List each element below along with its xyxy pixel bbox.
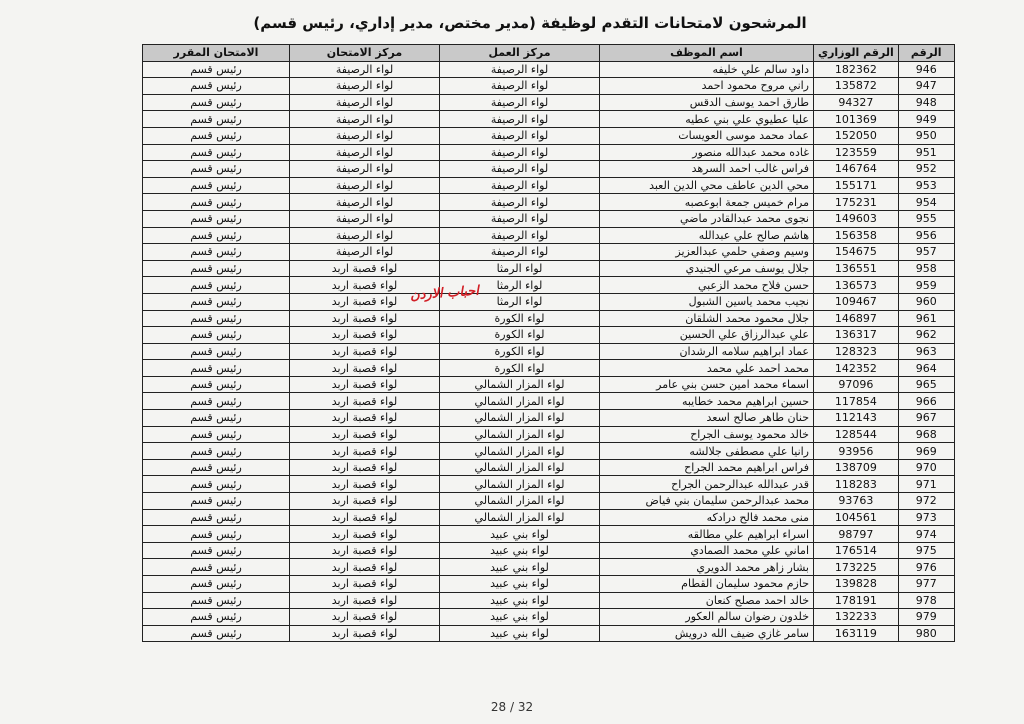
table-row	[143, 343, 955, 360]
exam-center-cell: لواء قصبة اربد	[290, 542, 440, 559]
exam-center-cell: لواء الرصيفة	[290, 194, 440, 211]
scheduled-exam-cell: رئيس قسم	[143, 94, 290, 111]
ministry-id-cell: 149603	[814, 210, 899, 227]
exam-center-cell: لواء قصبة اربد	[290, 576, 440, 593]
candidates-table	[142, 44, 955, 642]
table-row	[143, 426, 955, 443]
row-number-cell: 961	[898, 310, 954, 327]
employee-name-cell: جلال يوسف مرعي الجنيدي	[600, 260, 814, 277]
work-center-cell: لواء المزار الشمالي	[440, 459, 600, 476]
scheduled-exam-cell: رئيس قسم	[143, 410, 290, 427]
table-row	[143, 609, 955, 626]
table-row	[143, 194, 955, 211]
work-center-cell: لواء بني عبيد	[440, 592, 600, 609]
scheduled-exam-cell: رئيس قسم	[143, 61, 290, 78]
ministry-id-cell: 136573	[814, 277, 899, 294]
row-number-cell: 970	[898, 459, 954, 476]
table-row	[143, 376, 955, 393]
exam-center-cell: لواء قصبة اربد	[290, 493, 440, 510]
scheduled-exam-cell: رئيس قسم	[143, 343, 290, 360]
work-center-cell: لواء الرصيفة	[440, 244, 600, 261]
table-row	[143, 526, 955, 543]
scheduled-exam-cell: رئيس قسم	[143, 426, 290, 443]
scheduled-exam-cell: رئيس قسم	[143, 244, 290, 261]
employee-name-cell: فراس ابراهيم محمد الجراح	[600, 459, 814, 476]
exam-center-cell: لواء الرصيفة	[290, 144, 440, 161]
table-row	[143, 260, 955, 277]
employee-name-cell: هاشم صالح علي عبدالله	[600, 227, 814, 244]
ministry-id-cell: 123559	[814, 144, 899, 161]
exam-center-cell: لواء قصبة اربد	[290, 376, 440, 393]
row-number-cell: 969	[898, 443, 954, 460]
work-center-cell: لواء الرصيفة	[440, 161, 600, 178]
row-number-cell: 977	[898, 576, 954, 593]
ministry-id-cell: 104561	[814, 509, 899, 526]
ministry-id-cell: 152050	[814, 127, 899, 144]
employee-name-cell: نجيب محمد ياسين الشبول	[600, 293, 814, 310]
table-row	[143, 111, 955, 128]
table-row	[143, 61, 955, 78]
scheduled-exam-cell: رئيس قسم	[143, 144, 290, 161]
row-number-cell: 974	[898, 526, 954, 543]
row-number-cell: 949	[898, 111, 954, 128]
ministry-id-cell: 154675	[814, 244, 899, 261]
exam-center-cell: لواء الرصيفة	[290, 127, 440, 144]
table-row	[143, 625, 955, 642]
ministry-id-cell: 93956	[814, 443, 899, 460]
ministry-id-cell: 146897	[814, 310, 899, 327]
row-number-cell: 964	[898, 360, 954, 377]
ministry-id-cell: 101369	[814, 111, 899, 128]
exam-center-cell: لواء قصبة اربد	[290, 260, 440, 277]
exam-center-cell: لواء الرصيفة	[290, 61, 440, 78]
exam-center-cell: لواء الرصيفة	[290, 111, 440, 128]
page-title: المرشحون لامتحانات التقدم لوظيفة (مدير مختص، مدير إداري، رئيس قسم)	[253, 14, 807, 32]
scheduled-exam-cell: رئيس قسم	[143, 161, 290, 178]
table-row	[143, 227, 955, 244]
table-header-row	[143, 45, 955, 62]
exam-center-cell: لواء قصبة اربد	[290, 476, 440, 493]
row-number-cell: 959	[898, 277, 954, 294]
exam-center-cell: لواء قصبة اربد	[290, 459, 440, 476]
work-center-cell: لواء الرمثا	[440, 293, 600, 310]
employee-name-cell: علي عبدالرزاق علي الحسين	[600, 327, 814, 344]
employee-name-cell: غاده محمد عبدالله منصور	[600, 144, 814, 161]
table-row	[143, 327, 955, 344]
table-row	[143, 443, 955, 460]
table-row	[143, 277, 955, 294]
table-row	[143, 144, 955, 161]
exam-center-cell: لواء قصبة اربد	[290, 343, 440, 360]
scheduled-exam-cell: رئيس قسم	[143, 592, 290, 609]
row-number-cell: 948	[898, 94, 954, 111]
row-number-cell: 980	[898, 625, 954, 642]
row-number-cell: 960	[898, 293, 954, 310]
work-center-cell: لواء الرصيفة	[440, 61, 600, 78]
employee-name-cell: منى محمد فالح درادكه	[600, 509, 814, 526]
scheduled-exam-cell: رئيس قسم	[143, 542, 290, 559]
employee-name-cell: خلدون رضوان سالم العكور	[600, 609, 814, 626]
employee-name-cell: محمد عبدالرحمن سليمان بني فياض	[600, 493, 814, 510]
table-row	[143, 127, 955, 144]
work-center-cell: لواء المزار الشمالي	[440, 393, 600, 410]
table-row	[143, 177, 955, 194]
work-center-cell: لواء الرصيفة	[440, 111, 600, 128]
employee-name-cell: بشار زاهر محمد الدويري	[600, 559, 814, 576]
ministry-id-cell: 128544	[814, 426, 899, 443]
work-center-cell: لواء الكورة	[440, 310, 600, 327]
table-row	[143, 509, 955, 526]
row-number-cell: 971	[898, 476, 954, 493]
table-row	[143, 210, 955, 227]
employee-name-cell: عليا عطيوي علي بني عطيه	[600, 111, 814, 128]
scheduled-exam-cell: رئيس قسم	[143, 526, 290, 543]
ministry-id-cell: 132233	[814, 609, 899, 626]
table-row	[143, 94, 955, 111]
ministry-id-cell: 98797	[814, 526, 899, 543]
scheduled-exam-cell: رئيس قسم	[143, 177, 290, 194]
exam-center-cell: لواء قصبة اربد	[290, 277, 440, 294]
table-row	[143, 393, 955, 410]
work-center-cell: لواء الكورة	[440, 327, 600, 344]
exam-center-cell: لواء قصبة اربد	[290, 360, 440, 377]
row-number-cell: 979	[898, 609, 954, 626]
scheduled-exam-cell: رئيس قسم	[143, 277, 290, 294]
ministry-id-cell: 128323	[814, 343, 899, 360]
employee-name-cell: اسماء محمد امين حسن بني عامر	[600, 376, 814, 393]
table-row	[143, 592, 955, 609]
exam-center-cell: لواء الرصيفة	[290, 94, 440, 111]
work-center-cell: لواء بني عبيد	[440, 526, 600, 543]
ministry-id-cell: 173225	[814, 559, 899, 576]
row-number-cell: 951	[898, 144, 954, 161]
work-center-cell: لواء الرصيفة	[440, 194, 600, 211]
scheduled-exam-cell: رئيس قسم	[143, 459, 290, 476]
row-number-cell: 978	[898, 592, 954, 609]
exam-center-cell: لواء الرصيفة	[290, 210, 440, 227]
employee-name-cell: اسراء ابراهيم علي مطالقه	[600, 526, 814, 543]
exam-center-cell: لواء الرصيفة	[290, 161, 440, 178]
work-center-cell: لواء المزار الشمالي	[440, 376, 600, 393]
row-number-cell: 965	[898, 376, 954, 393]
table-row	[143, 293, 955, 310]
work-center-cell: لواء الرصيفة	[440, 94, 600, 111]
scheduled-exam-cell: رئيس قسم	[143, 78, 290, 95]
employee-name-cell: فراس غالب احمد السرهد	[600, 161, 814, 178]
ministry-id-cell: 182362	[814, 61, 899, 78]
exam-center-cell: لواء الرصيفة	[290, 227, 440, 244]
ministry-id-cell: 176514	[814, 542, 899, 559]
scheduled-exam-cell: رئيس قسم	[143, 310, 290, 327]
ministry-id-cell: 109467	[814, 293, 899, 310]
row-number-cell: 972	[898, 493, 954, 510]
work-center-cell: لواء المزار الشمالي	[440, 476, 600, 493]
work-center-cell: لواء الرصيفة	[440, 177, 600, 194]
table-row	[143, 410, 955, 427]
scheduled-exam-cell: رئيس قسم	[143, 260, 290, 277]
work-center-cell: لواء الرصيفة	[440, 210, 600, 227]
row-number-cell: 954	[898, 194, 954, 211]
employee-name-cell: رانيا علي مصطفى جلالشه	[600, 443, 814, 460]
exam-center-cell: لواء قصبة اربد	[290, 410, 440, 427]
ministry-id-cell: 136551	[814, 260, 899, 277]
work-center-cell: لواء المزار الشمالي	[440, 493, 600, 510]
column-header-ministry-id: الرقم الوزاري	[814, 45, 899, 62]
scheduled-exam-cell: رئيس قسم	[143, 293, 290, 310]
ministry-id-cell: 117854	[814, 393, 899, 410]
work-center-cell: لواء المزار الشمالي	[440, 509, 600, 526]
table-row	[143, 78, 955, 95]
exam-center-cell: لواء قصبة اربد	[290, 443, 440, 460]
ministry-id-cell: 175231	[814, 194, 899, 211]
work-center-cell: لواء الكورة	[440, 343, 600, 360]
ministry-id-cell: 112143	[814, 410, 899, 427]
exam-center-cell: لواء قصبة اربد	[290, 609, 440, 626]
employee-name-cell: خالد محمود يوسف الجراح	[600, 426, 814, 443]
ministry-id-cell: 155171	[814, 177, 899, 194]
scheduled-exam-cell: رئيس قسم	[143, 576, 290, 593]
work-center-cell: لواء الرصيفة	[440, 227, 600, 244]
row-number-cell: 956	[898, 227, 954, 244]
table-row	[143, 244, 955, 261]
ministry-id-cell: 118283	[814, 476, 899, 493]
ministry-id-cell: 146764	[814, 161, 899, 178]
ministry-id-cell: 139828	[814, 576, 899, 593]
table-row	[143, 459, 955, 476]
row-number-cell: 975	[898, 542, 954, 559]
page-number: 28 / 32	[490, 700, 534, 714]
row-number-cell: 958	[898, 260, 954, 277]
employee-name-cell: خالد احمد مصلح كنعان	[600, 592, 814, 609]
scheduled-exam-cell: رئيس قسم	[143, 111, 290, 128]
work-center-cell: لواء بني عبيد	[440, 609, 600, 626]
scheduled-exam-cell: رئيس قسم	[143, 393, 290, 410]
employee-name-cell: حسن فلاح محمد الزعبي	[600, 277, 814, 294]
employee-name-cell: محمد احمد علي محمد	[600, 360, 814, 377]
work-center-cell: لواء الرصيفة	[440, 144, 600, 161]
ministry-id-cell: 94327	[814, 94, 899, 111]
table-row	[143, 542, 955, 559]
work-center-cell: لواء المزار الشمالي	[440, 410, 600, 427]
employee-name-cell: عماد محمد موسى العويسات	[600, 127, 814, 144]
exam-center-cell: لواء قصبة اربد	[290, 625, 440, 642]
employee-name-cell: محي الدين عاطف محي الدين العبد	[600, 177, 814, 194]
column-header-work-center: مركز العمل	[440, 45, 600, 62]
exam-center-cell: لواء الرصيفة	[290, 244, 440, 261]
row-number-cell: 968	[898, 426, 954, 443]
work-center-cell: لواء بني عبيد	[440, 542, 600, 559]
row-number-cell: 957	[898, 244, 954, 261]
exam-center-cell: لواء قصبة اربد	[290, 509, 440, 526]
exam-center-cell: لواء قصبة اربد	[290, 559, 440, 576]
scheduled-exam-cell: رئيس قسم	[143, 443, 290, 460]
exam-center-cell: لواء قصبة اربد	[290, 293, 440, 310]
column-header-exam-center: مركز الامتحان	[290, 45, 440, 62]
column-header-employee-name: اسم الموظف	[600, 45, 814, 62]
row-number-cell: 947	[898, 78, 954, 95]
employee-name-cell: حازم محمود سليمان القطام	[600, 576, 814, 593]
table-row	[143, 161, 955, 178]
row-number-cell: 963	[898, 343, 954, 360]
employee-name-cell: اماني علي محمد الصمادي	[600, 542, 814, 559]
watermark-text: احباب الاردن	[409, 283, 480, 304]
row-number-cell: 976	[898, 559, 954, 576]
employee-name-cell: مرام خميس جمعة ابوعصبه	[600, 194, 814, 211]
row-number-cell: 950	[898, 127, 954, 144]
table-row	[143, 493, 955, 510]
scheduled-exam-cell: رئيس قسم	[143, 609, 290, 626]
scheduled-exam-cell: رئيس قسم	[143, 493, 290, 510]
ministry-id-cell: 142352	[814, 360, 899, 377]
exam-center-cell: لواء الرصيفة	[290, 177, 440, 194]
row-number-cell: 973	[898, 509, 954, 526]
exam-center-cell: لواء قصبة اربد	[290, 393, 440, 410]
work-center-cell: لواء المزار الشمالي	[440, 426, 600, 443]
work-center-cell: لواء الرمثا	[440, 277, 600, 294]
exam-center-cell: لواء الرصيفة	[290, 78, 440, 95]
employee-name-cell: حسين ابراهيم محمد خطايبه	[600, 393, 814, 410]
row-number-cell: 967	[898, 410, 954, 427]
scheduled-exam-cell: رئيس قسم	[143, 194, 290, 211]
employee-name-cell: قدر عبدالله عبدالرحمن الجراح	[600, 476, 814, 493]
exam-center-cell: لواء قصبة اربد	[290, 526, 440, 543]
ministry-id-cell: 97096	[814, 376, 899, 393]
scheduled-exam-cell: رئيس قسم	[143, 376, 290, 393]
table-row	[143, 476, 955, 493]
row-number-cell: 966	[898, 393, 954, 410]
scheduled-exam-cell: رئيس قسم	[143, 559, 290, 576]
ministry-id-cell: 136317	[814, 327, 899, 344]
work-center-cell: لواء بني عبيد	[440, 559, 600, 576]
work-center-cell: لواء الرصيفة	[440, 127, 600, 144]
exam-center-cell: لواء قصبة اربد	[290, 310, 440, 327]
scheduled-exam-cell: رئيس قسم	[143, 360, 290, 377]
work-center-cell: لواء المزار الشمالي	[440, 443, 600, 460]
employee-name-cell: طارق احمد يوسف الدقس	[600, 94, 814, 111]
scheduled-exam-cell: رئيس قسم	[143, 127, 290, 144]
employee-name-cell: جلال محمود محمد الشلقان	[600, 310, 814, 327]
employee-name-cell: عماد ابراهيم سلامه الرشدان	[600, 343, 814, 360]
work-center-cell: لواء الرمثا	[440, 260, 600, 277]
exam-center-cell: لواء قصبة اربد	[290, 327, 440, 344]
table-row	[143, 360, 955, 377]
row-number-cell: 952	[898, 161, 954, 178]
exam-center-cell: لواء قصبة اربد	[290, 426, 440, 443]
ministry-id-cell: 93763	[814, 493, 899, 510]
work-center-cell: لواء بني عبيد	[440, 625, 600, 642]
employee-name-cell: سامر غازي ضيف الله درويش	[600, 625, 814, 642]
ministry-id-cell: 135872	[814, 78, 899, 95]
ministry-id-cell: 178191	[814, 592, 899, 609]
table-row	[143, 310, 955, 327]
row-number-cell: 955	[898, 210, 954, 227]
employee-name-cell: داود سالم علي خليفه	[600, 61, 814, 78]
scheduled-exam-cell: رئيس قسم	[143, 625, 290, 642]
employee-name-cell: وسيم وصفي حلمي عبدالعزيز	[600, 244, 814, 261]
work-center-cell: لواء بني عبيد	[440, 576, 600, 593]
ministry-id-cell: 138709	[814, 459, 899, 476]
ministry-id-cell: 156358	[814, 227, 899, 244]
scheduled-exam-cell: رئيس قسم	[143, 327, 290, 344]
scheduled-exam-cell: رئيس قسم	[143, 227, 290, 244]
scheduled-exam-cell: رئيس قسم	[143, 210, 290, 227]
work-center-cell: لواء الكورة	[440, 360, 600, 377]
ministry-id-cell: 163119	[814, 625, 899, 642]
work-center-cell: لواء الرصيفة	[440, 78, 600, 95]
row-number-cell: 953	[898, 177, 954, 194]
employee-name-cell: حنان طاهر صالح اسعد	[600, 410, 814, 427]
scheduled-exam-cell: رئيس قسم	[143, 509, 290, 526]
table-row	[143, 576, 955, 593]
column-header-number: الرقم	[898, 45, 954, 62]
row-number-cell: 962	[898, 327, 954, 344]
employee-name-cell: نجوى محمد عبدالقادر ماضي	[600, 210, 814, 227]
table-row	[143, 559, 955, 576]
scheduled-exam-cell: رئيس قسم	[143, 476, 290, 493]
column-header-scheduled-exam: الامتحان المقرر	[143, 45, 290, 62]
employee-name-cell: راني مروح محمود احمد	[600, 78, 814, 95]
exam-center-cell: لواء قصبة اربد	[290, 592, 440, 609]
row-number-cell: 946	[898, 61, 954, 78]
